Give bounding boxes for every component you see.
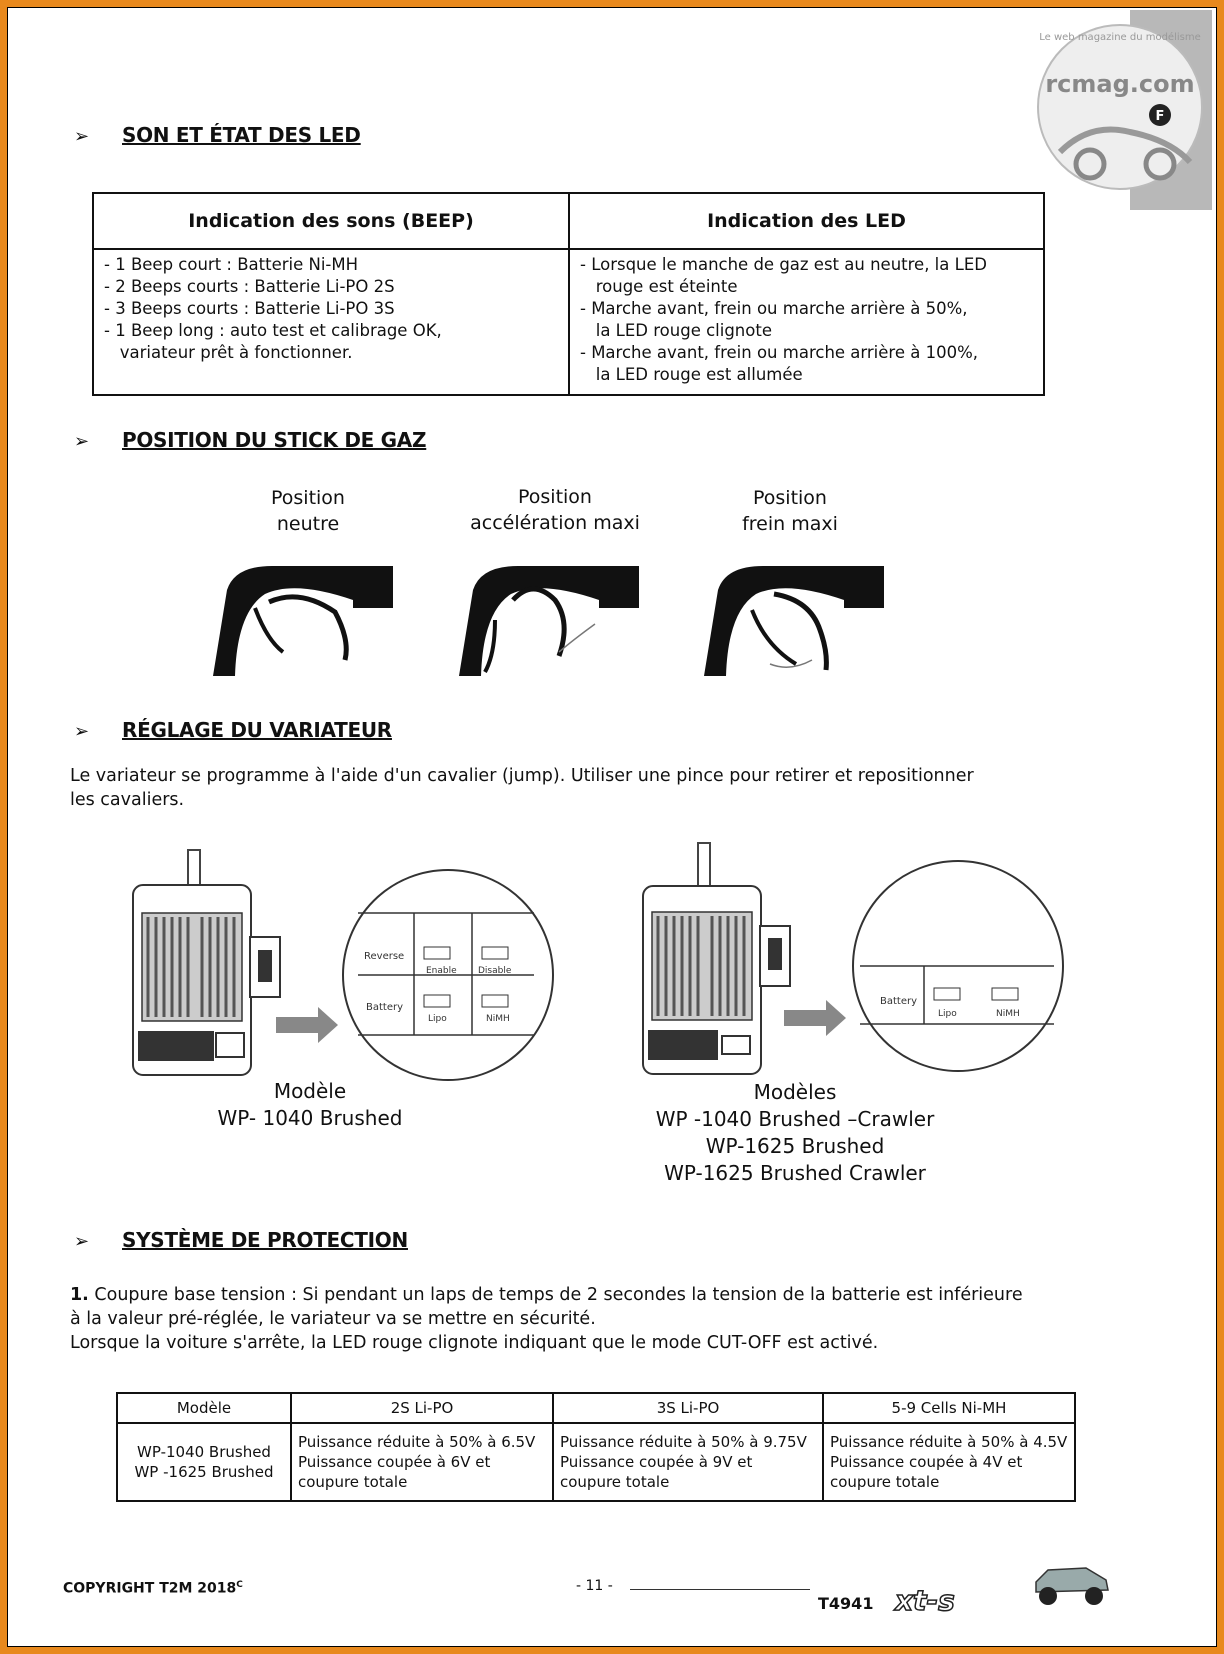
disable-label: Disable	[478, 966, 512, 976]
arrow-bullet-icon: ➢	[74, 126, 89, 147]
cell-nimh: Puissance réduite à 50% à 4.5V Puissance coupée à 4V et coupure totale	[823, 1423, 1075, 1501]
section-title-reglage: ➢ RÉGLAGE DU VARIATEUR	[74, 718, 392, 742]
section-title-led: ➢ SON ET ÉTAT DES LED	[74, 123, 361, 147]
esc-right-illustration	[638, 838, 1068, 1083]
beep-line: - 2 Beeps courts : Batterie Li-PO 2S	[104, 277, 395, 296]
rcmag-logo	[1020, 12, 1220, 202]
trigger-brake-illustration	[700, 560, 900, 680]
stick-caption-brake: Position frein maxi	[742, 487, 838, 535]
protection-table	[116, 1392, 1076, 1502]
protection-paragraph: 1. Coupure base tension : Si pendant un laps de temps de 2 secondes la tension de la batterie est inférieure à la valeur pré-réglée, le variateur va se mettre en sécurité. Lorsque la voiture s'arrête, la LED rouge clignote indiquant que le mode CUT-OFF est activé.	[70, 1285, 1023, 1353]
battery-label: Battery	[366, 1002, 404, 1013]
enable-label: Enable	[426, 966, 457, 976]
model-right-caption: Modèles WP -1040 Brushed –Crawler WP-1625 Brushed WP-1625 Brushed Crawler	[655, 1080, 935, 1185]
beep-line: variateur prêt à fonctionner.	[104, 343, 353, 362]
col-header-nimh: 5-9 Cells Ni-MH	[823, 1393, 1075, 1423]
beep-line: - 1 Beep court : Batterie Ni-MH	[104, 255, 359, 274]
section-title-protection: ➢ SYSTÈME DE PROTECTION	[74, 1228, 408, 1252]
cell-2s: Puissance réduite à 50% à 6.5V Puissance coupée à 6V et coupure totale	[291, 1423, 553, 1501]
footer-rule	[630, 1589, 810, 1590]
led-line: rouge est éteinte	[580, 277, 738, 296]
trigger-neutral-illustration	[205, 560, 405, 680]
stick-caption-neutral: Position neutre	[271, 487, 345, 535]
logo-ring-text: Le web magazine du modélisme	[1039, 32, 1201, 43]
led-beep-table	[92, 192, 1045, 396]
section-title-stick: ➢ POSITION DU STICK DE GAZ	[74, 428, 427, 452]
page-number: - 11 -	[576, 1578, 613, 1594]
beep-cell	[93, 249, 569, 395]
truck-icon	[1030, 1558, 1114, 1608]
arrow-bullet-icon: ➢	[74, 1231, 89, 1252]
model-cell: WP-1040 Brushed WP -1625 Brushed	[117, 1423, 291, 1501]
nimh-label: NiMH	[996, 1009, 1020, 1019]
lipo-label: Lipo	[938, 1009, 957, 1019]
lipo-label: Lipo	[428, 1014, 447, 1024]
logo-text: rcmag.com	[1045, 70, 1195, 98]
col-header-2s: 2S Li-PO	[291, 1393, 553, 1423]
cell-3s: Puissance réduite à 50% à 9.75V Puissance coupée à 9V et coupure totale	[553, 1423, 823, 1501]
model-left-caption: Modèle WP- 1040 Brushed	[217, 1079, 403, 1130]
arrow-bullet-icon: ➢	[74, 431, 89, 452]
beep-line: - 3 Beeps courts : Batterie Li-PO 3S	[104, 299, 395, 318]
nimh-label: NiMH	[486, 1014, 510, 1024]
brand-logo: xt-s	[895, 1584, 955, 1617]
led-line: - Lorsque le manche de gaz est au neutre, la LED	[580, 255, 987, 274]
header-led: Indication des LED	[569, 193, 1044, 249]
esc-left-illustration	[128, 845, 558, 1085]
led-line: - Marche avant, frein ou marche arrière à 50%,	[580, 299, 968, 318]
product-ref: T4941	[818, 1594, 874, 1613]
col-header-3s: 3S Li-PO	[553, 1393, 823, 1423]
stick-caption-accel: Position accélération maxi	[470, 486, 640, 534]
col-header-model: Modèle	[117, 1393, 291, 1423]
reverse-label: Reverse	[364, 951, 405, 962]
battery-label: Battery	[880, 996, 918, 1007]
led-line: la LED rouge est allumée	[580, 365, 803, 384]
copyright: COPYRIGHT T2M $2018^C$	[63, 1580, 243, 1597]
reglage-paragraph: Le variateur se programme à l'aide d'un cavalier (jump). Utiliser une pince pour retirer et repositionner les cavaliers.	[70, 766, 974, 810]
trigger-accel-illustration	[455, 560, 655, 680]
led-line: - Marche avant, frein ou marche arrière à 100%,	[580, 343, 979, 362]
beep-line: - 1 Beep long : auto test et calibrage OK,	[104, 321, 442, 340]
header-beep: Indication des sons (BEEP)	[93, 193, 569, 249]
logo-badge: F	[1155, 109, 1165, 124]
led-cell	[569, 249, 1044, 395]
led-line: la LED rouge clignote	[580, 321, 772, 340]
arrow-bullet-icon: ➢	[74, 721, 89, 742]
